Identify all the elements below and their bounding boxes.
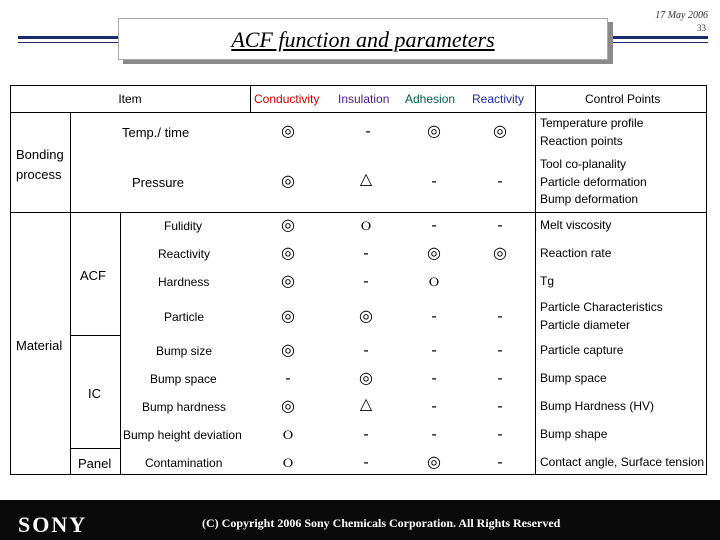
- row-insulation: △: [359, 171, 373, 188]
- row-insulation: -: [363, 273, 369, 290]
- row-adhesion: ｏ: [425, 273, 442, 290]
- row-reactivity: -: [497, 308, 503, 325]
- row-control: Tg: [540, 274, 555, 288]
- row-item: Hardness: [158, 275, 210, 289]
- row-conductivity: ｏ: [279, 426, 296, 443]
- row-conductivity: ◎: [281, 173, 295, 190]
- row-control: Bump space: [540, 371, 607, 385]
- page-number: 33: [697, 23, 706, 33]
- row-adhesion: -: [431, 398, 437, 415]
- row-adhesion: -: [431, 426, 437, 443]
- date-label: 17 May 2006: [655, 10, 708, 21]
- row-item: Bump size: [156, 344, 213, 358]
- group-ic: IC: [88, 386, 101, 401]
- row-adhesion: -: [431, 342, 437, 359]
- group-panel: Panel: [78, 456, 112, 471]
- row-reactivity: -: [497, 342, 503, 359]
- row-insulation: -: [363, 245, 369, 262]
- row-reactivity: -: [497, 454, 503, 471]
- header-item: Item: [118, 92, 142, 106]
- row-item: Pressure: [132, 175, 185, 190]
- row-insulation: -: [363, 342, 369, 359]
- row-adhesion: ◎: [427, 454, 441, 471]
- row-control: Contact angle, Surface tension: [540, 455, 705, 469]
- row-insulation: -: [363, 454, 369, 471]
- row-control: Bump Hardness (HV): [540, 399, 655, 413]
- row-reactivity: -: [497, 217, 503, 234]
- row-conductivity: ◎: [281, 123, 295, 140]
- sony-logo: SONY: [18, 512, 88, 537]
- row-adhesion: ◎: [427, 245, 441, 262]
- row-reactivity: -: [497, 426, 503, 443]
- row-item: Temp./ time: [122, 125, 190, 140]
- row-adhesion: -: [431, 217, 437, 234]
- row-item: Contamination: [145, 456, 223, 470]
- row-item: Reactivity: [158, 247, 211, 261]
- row-insulation: ◎: [359, 308, 373, 325]
- row-reactivity: -: [497, 398, 503, 415]
- row-insulation: -: [365, 123, 371, 140]
- row-item: Bump space: [150, 372, 217, 386]
- row-reactivity: ◎: [493, 245, 507, 262]
- header-control-points: Control Points: [585, 92, 661, 106]
- row-conductivity: ◎: [281, 308, 295, 325]
- row-conductivity: ◎: [281, 342, 295, 359]
- row-control: Reaction rate: [540, 246, 612, 260]
- row-control: Tool co-planality Particle deformation Bump deformation: [540, 157, 647, 206]
- row-conductivity: ◎: [281, 245, 295, 262]
- row-conductivity: -: [285, 370, 291, 387]
- row-insulation: -: [363, 426, 369, 443]
- row-adhesion: -: [431, 370, 437, 387]
- header-reactivity: Reactivity: [472, 92, 525, 106]
- group-material: Material: [16, 338, 63, 353]
- row-control: Particle capture: [540, 343, 624, 357]
- row-control: Melt viscosity: [540, 218, 612, 232]
- row-adhesion: ◎: [427, 123, 441, 140]
- header-adhesion: Adhesion: [405, 92, 456, 106]
- group-acf: ACF: [80, 268, 106, 283]
- row-adhesion: -: [431, 173, 437, 190]
- row-control: Temperature profile Reaction points: [540, 116, 644, 148]
- page-title: ACF function and parameters: [231, 27, 495, 52]
- row-conductivity: ◎: [281, 398, 295, 415]
- row-conductivity: ◎: [281, 217, 295, 234]
- row-item: Bump height deviation: [123, 428, 242, 442]
- row-conductivity: ◎: [281, 273, 295, 290]
- row-control: Bump shape: [540, 427, 608, 441]
- row-reactivity: -: [497, 173, 503, 190]
- row-insulation: △: [359, 396, 373, 413]
- row-item: Bump hardness: [142, 400, 227, 414]
- copyright-text: (C) Copyright 2006 Sony Chemicals Corporation. All Rights Reserved: [202, 516, 561, 530]
- row-insulation: ◎: [359, 370, 373, 387]
- row-item: Particle: [164, 310, 205, 324]
- group-bonding: Bonding process: [16, 147, 64, 182]
- row-reactivity: -: [497, 370, 503, 387]
- row-conductivity: ｏ: [279, 454, 296, 471]
- header-insulation: Insulation: [338, 92, 390, 106]
- row-adhesion: -: [431, 308, 437, 325]
- row-reactivity: ◎: [493, 123, 507, 140]
- row-item: Fulidity: [164, 219, 203, 233]
- row-insulation: ｏ: [357, 217, 374, 234]
- header-conductivity: Conductivity: [254, 92, 320, 106]
- row-control: Particle Characteristics Particle diameter: [540, 300, 663, 332]
